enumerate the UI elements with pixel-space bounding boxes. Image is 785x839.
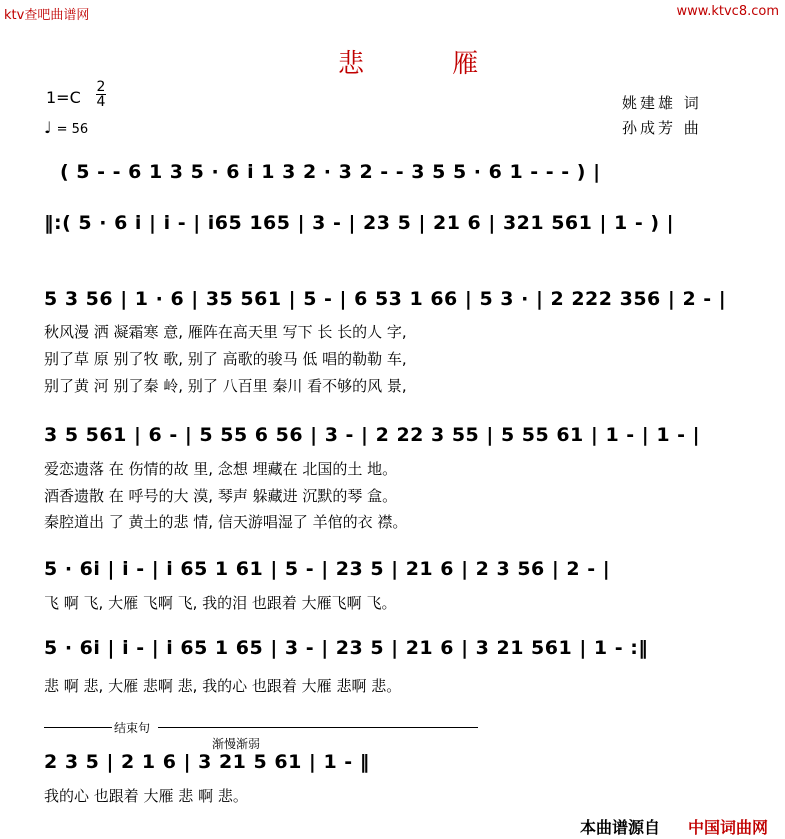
ending-line-right [158, 727, 478, 728]
page-title: 悲 雁 [338, 49, 519, 79]
ending-tempo: 渐慢渐弱 [212, 737, 261, 751]
lyric-verse2-line1: 别了草 原 别了牧 歌, 别了 高歌的骏马 低 唱的勒勒 车, [44, 350, 407, 368]
time-signature-bottom: 4 [96, 94, 106, 110]
lyric-chorus-line1: 飞 啊 飞, 大雁 飞啊 飞, 我的泪 也跟着 大雁飞啊 飞。 [44, 594, 397, 612]
chorus-score-line-2: 5 · 6i | i - | i 65 1 65 | 3 - | 23 5 | 21 6 | 3 21 561 | 1 - :‖ [44, 637, 649, 659]
ending-line-left [44, 727, 112, 728]
intro-line-2: ‖:( 5 · 6 i | i - | i65 165 | 3 - | 23 5 | 21 6 | 321 561 | 1 - ) | [44, 212, 675, 234]
tempo-value: = 56 [56, 122, 89, 137]
lyric-verse3-line2: 秦腔道出 了 黄土的悲 情, 信天游唱湿了 羊倌的衣 襟。 [44, 513, 408, 531]
composer-credit: 孙成芳 曲 [622, 119, 702, 137]
lyric-verse3-line1: 别了黄 河 别了秦 岭, 别了 八百里 秦川 看不够的风 景, [44, 377, 407, 395]
verse-score-line-2: 3 5 561 | 6 - | 5 55 6 56 | 3 - | 2 22 3 55 | 5 55 61 | 1 - | 1 - | [44, 424, 701, 446]
footer-source-label: 本曲谱源自 [580, 818, 661, 837]
lyric-verse2-line2: 酒香遗散 在 呼号的大 漠, 琴声 躲藏进 沉默的琴 盒。 [44, 487, 398, 505]
chorus-score-line-1: 5 · 6i | i - | i 65 1 61 | 5 - | 23 5 | 21 6 | 2 3 56 | 2 - | [44, 558, 611, 580]
lyric-verse1-line2: 爱恋遗落 在 伤情的故 里, 念想 埋藏在 北国的土 地。 [44, 460, 398, 478]
tempo-marking [44, 118, 88, 137]
intro-line-1: ( 5 - - 6 1 3 5 · 6 i 1 3 2 · 3 2 - - 3 5 5 · 6 1 - - - ) | [60, 161, 601, 183]
time-signature [96, 80, 106, 109]
watermark-left[interactable]: ktv查吧曲谱网 [4, 8, 90, 23]
time-signature-top: 2 [96, 79, 106, 95]
footer-source-site[interactable]: 中国词曲网 [688, 818, 769, 837]
watermark-right[interactable]: www.ktvc8.com [676, 4, 779, 19]
lyric-ending: 我的心 也跟着 大雁 悲 啊 悲。 [44, 787, 248, 805]
quarter-note-icon: ♩ [44, 118, 52, 137]
lyric-verse1-line1: 秋风漫 洒 凝霜寒 意, 雁阵在高天里 写下 长 长的人 字, [44, 323, 407, 341]
ending-score-line: 2 3 5 | 2 1 6 | 3 21 5 61 | 1 - ‖ [44, 751, 370, 773]
ending-label: 结束句 [114, 721, 151, 735]
key-signature: 1=C [46, 88, 81, 107]
verse-score-line-1: 5 3 56 | 1 · 6 | 35 561 | 5 - | 6 53 1 66 | 5 3 · | 2 222 356 | 2 - | [44, 288, 727, 310]
lyricist-credit: 姚建雄 词 [622, 94, 702, 112]
lyric-chorus-line2: 悲 啊 悲, 大雁 悲啊 悲, 我的心 也跟着 大雁 悲啊 悲。 [44, 677, 402, 695]
